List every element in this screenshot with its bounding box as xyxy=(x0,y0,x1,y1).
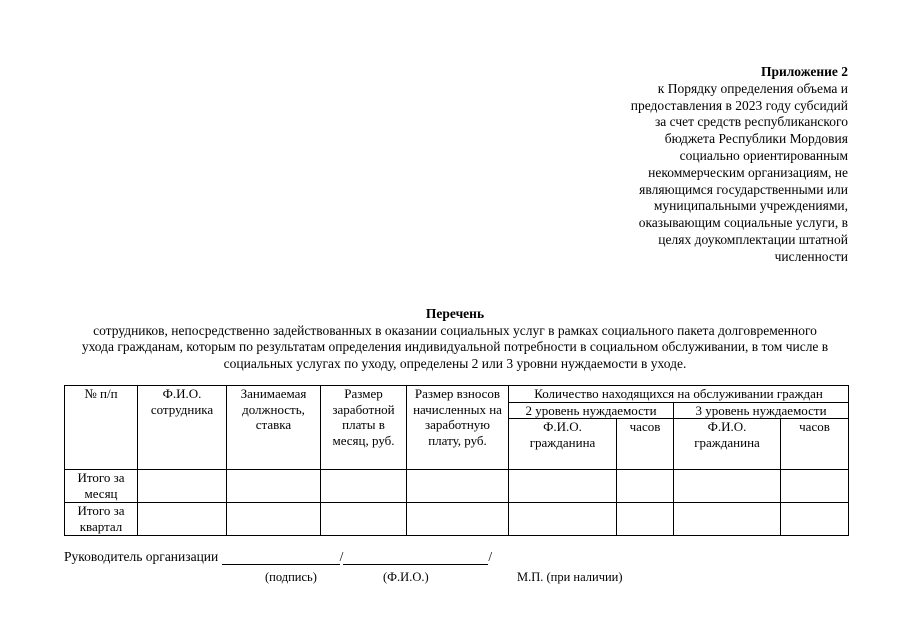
row-label: Итого за квартал xyxy=(65,503,138,536)
header-served: Количество находящихся на обслуживании граждан xyxy=(509,386,849,403)
signature-separator: / xyxy=(488,549,493,564)
appendix-line: оказывающим социальные услуги, в xyxy=(638,215,848,231)
heading-line: ухода гражданам, которым по результатам определения индивидуальной потребности в социальном обслуживании, в том числе в xyxy=(81,339,829,354)
appendix-title: Приложение 2 xyxy=(760,64,848,79)
signature-caption: (подпись) xyxy=(265,570,317,584)
table-cell[interactable] xyxy=(781,503,849,536)
name-field[interactable] xyxy=(343,550,488,565)
stamp-caption: М.П. (при наличии) xyxy=(517,570,623,584)
header-fio: Ф.И.О. сотрудника xyxy=(138,386,227,470)
table-row xyxy=(65,503,849,536)
table-cell[interactable] xyxy=(509,503,617,536)
heading-line: социальных услугах по уходу, определены 2 или 3 уровни нуждаемости в уходе. xyxy=(223,355,687,371)
appendix-line: бюджета Республики Мордовия xyxy=(664,131,848,147)
signature-separator: / xyxy=(339,549,344,564)
appendix-line: некоммерческим организациям, не xyxy=(648,164,848,180)
table-cell[interactable] xyxy=(227,470,321,503)
table-cell[interactable] xyxy=(617,470,674,503)
table-cell[interactable] xyxy=(509,470,617,503)
header-salary: Размер заработной платы в месяц, руб. xyxy=(321,386,407,470)
header-citizen-fio: Ф.И.О. гражданина xyxy=(674,419,781,470)
appendix-line: муниципальными учреждениями, xyxy=(653,198,848,214)
header-level3: 3 уровень нуждаемости xyxy=(674,402,849,419)
document-heading xyxy=(60,306,850,372)
appendix-line: за счет средств республиканского xyxy=(654,114,848,130)
table-cell[interactable] xyxy=(321,470,407,503)
signature-label: Руководитель организации xyxy=(64,549,219,564)
table-cell[interactable] xyxy=(674,503,781,536)
heading-line: сотрудников, непосредственно задействованных в оказании социальных услуг в рамках социального пакета долговременного xyxy=(93,322,817,338)
header-hours: часов xyxy=(617,419,674,470)
appendix-block xyxy=(588,64,848,266)
row-label: Итого за месяц xyxy=(65,470,138,503)
table-cell[interactable] xyxy=(781,470,849,503)
name-caption: (Ф.И.О.) xyxy=(383,570,429,584)
table-cell[interactable] xyxy=(407,503,509,536)
staff-table xyxy=(64,385,849,536)
table-cell[interactable] xyxy=(617,503,674,536)
header-contrib: Размер взносов начисленных на заработную плату, руб. xyxy=(407,386,509,470)
heading-title: Перечень xyxy=(425,306,485,321)
appendix-line: целях доукомплектации штатной xyxy=(658,231,848,247)
header-citizen-fio: Ф.И.О. гражданина xyxy=(509,419,617,470)
appendix-line: являющимся государственными или xyxy=(639,181,848,197)
table-cell[interactable] xyxy=(674,470,781,503)
header-position: Занимаемая должность, ставка xyxy=(227,386,321,470)
appendix-line: социально ориентированным xyxy=(679,147,848,163)
table-cell[interactable] xyxy=(321,503,407,536)
signature-field[interactable] xyxy=(222,550,340,565)
header-hours: часов xyxy=(781,419,849,470)
header-level2: 2 уровень нуждаемости xyxy=(509,402,674,419)
table-cell[interactable] xyxy=(138,470,227,503)
appendix-line: к Порядку определения объема и xyxy=(657,80,848,96)
signature-line xyxy=(64,549,492,565)
appendix-line: предоставления в 2023 году субсидий xyxy=(630,97,848,113)
header-num: № п/п xyxy=(65,386,138,470)
table-cell[interactable] xyxy=(227,503,321,536)
table-cell[interactable] xyxy=(407,470,509,503)
appendix-line: численности xyxy=(774,248,848,264)
table-cell[interactable] xyxy=(138,503,227,536)
header-row xyxy=(65,386,849,403)
table-row xyxy=(65,470,849,503)
